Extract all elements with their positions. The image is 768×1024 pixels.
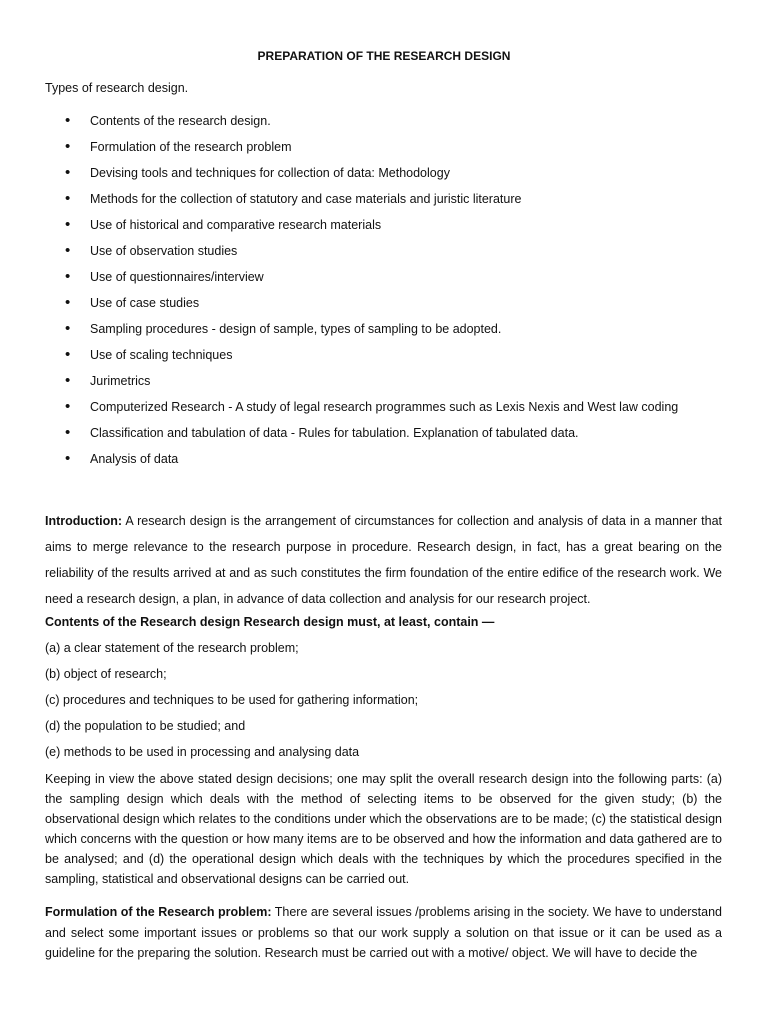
list-item-text: Use of scaling techniques xyxy=(90,348,233,362)
list-item xyxy=(45,424,725,450)
bullet-icon: • xyxy=(65,268,71,285)
list-item-text: Classification and tabulation of data - Rules for tabulation. Explanation of tabulated data. xyxy=(90,426,579,440)
list-item-text: Sampling procedures - design of sample, types of sampling to be adopted. xyxy=(90,322,502,336)
list-item-text: Analysis of data xyxy=(90,452,179,466)
list-item xyxy=(45,138,725,164)
list-item xyxy=(45,164,725,190)
list-item xyxy=(45,450,725,476)
list-item xyxy=(45,294,725,320)
list-item-text: Use of questionnaires/interview xyxy=(90,270,264,284)
bullet-icon: • xyxy=(65,164,71,181)
research-design-types-list xyxy=(45,112,725,476)
list-item xyxy=(45,216,725,242)
list-item-text: Use of observation studies xyxy=(90,244,238,258)
contents-item: (c) procedures and techniques to be used for gathering information; xyxy=(45,693,419,707)
list-item-text: Jurimetrics xyxy=(90,374,151,388)
contents-heading: Contents of the Research design Research design must, at least, contain — xyxy=(45,615,495,629)
bullet-icon: • xyxy=(65,372,71,389)
parts-paragraph: Keeping in view the above stated design decisions; one may split the overall research design into the following parts: (a) the sampling design which deals with the method of selecting items to be observed for the given study; (b) the observational design which relates to the conditions under which the observations are to be made; (c) the statistical design which concerns with the question or how many items are to be observed and how the information and data gathered are to be analysed; and (d) the operational design which deals with the techniques by which the procedures specified in the sampling, statistical and observational designs can be carried out. xyxy=(45,772,722,886)
bullet-icon: • xyxy=(65,294,71,311)
introduction-text: A research design is the arrangement of circumstances for collection and analysis of data in a manner that aims to merge relevance to the research purpose in procedure. Research design, in fact, has a great bearing on the reliability of the results arrived at and as such constitutes the firm foundation of the entire edifice of the research work. We need a research design, a plan, in advance of data collection and analysis for our research project. xyxy=(45,514,722,606)
bullet-icon: • xyxy=(65,112,71,129)
bullet-icon: • xyxy=(65,190,71,207)
introduction-paragraph xyxy=(45,508,722,612)
types-heading: Types of research design. xyxy=(45,81,189,95)
formulation-text: There are several issues /problems arising in the society. We have to understand and select some important issues or problems so that our work supply a solution on that issue or it can be used as a guideline for the preparing the solution. Research must be carried out with a motive/ object. We will have to decide the xyxy=(45,905,722,960)
formulation-label: Formulation of the Research problem: xyxy=(45,905,272,919)
contents-item: (b) object of research; xyxy=(45,667,167,681)
list-item-text: Use of historical and comparative research materials xyxy=(90,218,382,232)
list-item xyxy=(45,242,725,268)
list-item-text: Methods for the collection of statutory and case materials and juristic literature xyxy=(90,192,522,206)
list-item xyxy=(45,112,725,138)
contents-item: (d) the population to be studied; and xyxy=(45,719,246,733)
document-title: PREPARATION OF THE RESEARCH DESIGN xyxy=(257,49,511,63)
bullet-icon: • xyxy=(65,216,71,233)
bullet-icon: • xyxy=(65,424,71,441)
list-item-text: Formulation of the research problem xyxy=(90,140,292,154)
contents-item: (e) methods to be used in processing and analysing data xyxy=(45,745,360,759)
list-item xyxy=(45,320,725,346)
bullet-icon: • xyxy=(65,320,71,337)
bullet-icon: • xyxy=(65,398,71,415)
list-item xyxy=(45,268,725,294)
bullet-icon: • xyxy=(65,138,71,155)
contents-item: (a) a clear statement of the research problem; xyxy=(45,641,299,655)
bullet-icon: • xyxy=(65,346,71,363)
list-item-text: Computerized Research - A study of legal research programmes such as Lexis Nexis and West law coding xyxy=(90,400,679,414)
contents-list xyxy=(45,639,418,769)
formulation-paragraph xyxy=(45,902,722,964)
list-item xyxy=(45,346,725,372)
list-item-text: Contents of the research design. xyxy=(90,114,271,128)
introduction-label: Introduction: xyxy=(45,514,123,528)
list-item-text: Use of case studies xyxy=(90,296,200,310)
list-item xyxy=(45,398,725,424)
bullet-icon: • xyxy=(65,450,71,467)
list-item xyxy=(45,190,725,216)
list-item-text: Devising tools and techniques for collection of data: Methodology xyxy=(90,166,450,180)
list-item xyxy=(45,372,725,398)
bullet-icon: • xyxy=(65,242,71,259)
